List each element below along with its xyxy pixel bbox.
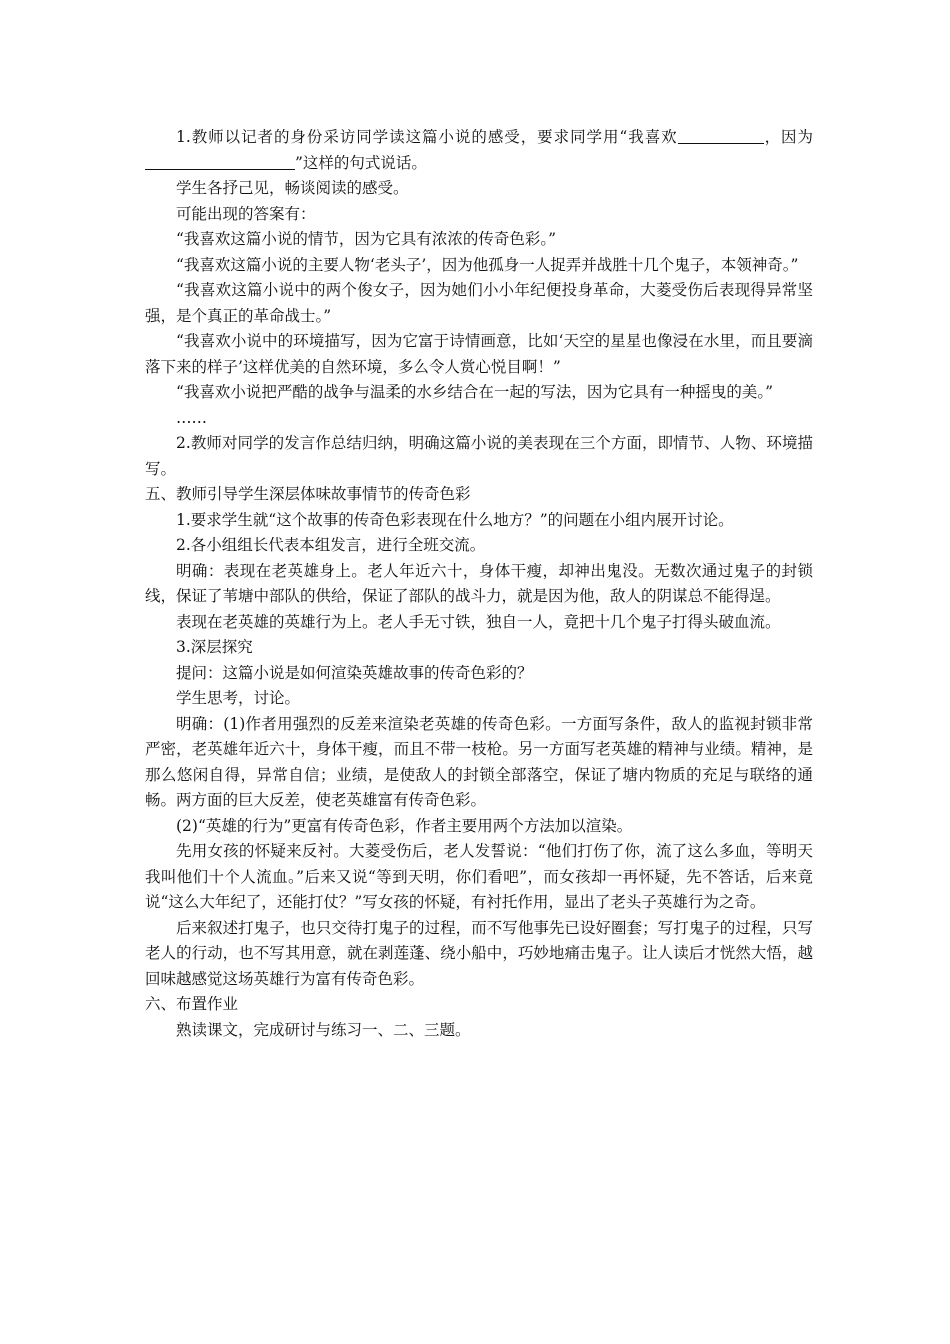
paragraph: 明确：(1)作者用强烈的反差来渲染老英雄的传奇色彩。一方面写条件，敌人的监视封锁非常严密，老英雄年近六十，身体干瘦，而且不带一枝枪。另一方面写老英雄的精神与业绩。精神，是那么悠闲自得，异常自信；业绩，是使敌人的封锁全部落空，保证了塘内物质的充足与联络的通畅。两方面的巨大反差，使老英雄富有传奇色彩。 (145, 714, 813, 809)
paragraph: 明确：表现在老英雄身上。老人年近六十，身体干瘦，却神出鬼没。无数次通过鬼子的封锁线，保证了苇塘中部队的供给，保证了部队的战斗力，就是因为他，敌人的阴谋总不能得逞。 (145, 561, 813, 605)
paragraph: 2.各小组组长代表本组发言，进行全班交流。 (176, 536, 486, 554)
paragraph: 表现在老英雄的英雄行为上。老人手无寸铁，独自一人，竟把十几个鬼子打得头破血流。 (176, 612, 781, 631)
paragraph: 1.要求学生就“这个故事的传奇色彩表现在什么地方？”的问题在小组内展开讨论。 (176, 510, 734, 529)
paragraph: (2)“英雄的行为”更富有传奇色彩，作者主要用两个方法加以渲染。 (176, 816, 633, 835)
ellipsis: …… (176, 408, 207, 427)
question-1-middle: ，因为 (763, 128, 813, 146)
document-page (145, 125, 813, 1043)
question-2: 2.教师对同学的发言作总结归纳，明确这篇小说的美表现在三个方面，即情节、人物、环境描写。 (145, 434, 813, 478)
answer-quote: “我喜欢这篇小说的情节，因为它具有浓浓的传奇色彩。” (176, 230, 557, 248)
paragraph: 学生思考，讨论。 (176, 689, 301, 707)
fill-blank-2 (145, 153, 295, 170)
paragraph: 提问：这篇小说是如何渲染英雄故事的传奇色彩的？ (176, 663, 533, 682)
answer-quote: “我喜欢小说把严酷的战争与温柔的水乡结合在一起的写法，因为它具有一种摇曳的美。” (176, 383, 774, 401)
question-1-suffix: ”这样的句式说话。 (295, 153, 427, 172)
paragraph: 后来叙述打鬼子，也只交待打鬼子的过程，而不写他事先已设好圈套；写打鬼子的过程，只写老人的行动，也不写其用意，就在剥莲蓬、绕小船中，巧妙地痛击鬼子。让人读后才恍然大悟，越回味越感觉这场英雄行为富有传奇色彩。 (145, 918, 813, 988)
answer-quote: “我喜欢小说中的环境描写，因为它富于诗情画意，比如‘天空的星星也像浸在水里，而且要滴落下来的样子’这样优美的自然环境，多么令人赏心悦目啊！” (145, 332, 813, 376)
question-1 (145, 125, 813, 176)
paragraph: 学生各抒己见，畅谈阅读的感受。 (176, 179, 409, 197)
section-heading-5: 五、教师引导学生深层体味故事情节的传奇色彩 (145, 485, 471, 503)
paragraph: 可能出现的答案有： (176, 204, 316, 223)
section-heading-6: 六、布置作业 (145, 995, 239, 1013)
paragraph: 熟读课文，完成研讨与练习一、二、三题。 (176, 1020, 471, 1039)
fill-blank-1 (678, 128, 764, 145)
answer-quote: “我喜欢这篇小说的主要人物‘老头子’，因为他孤身一人捉弄并战胜十几个鬼子，本领神奇。” (176, 255, 799, 274)
paragraph: 先用女孩的怀疑来反衬。大菱受伤后，老人发誓说：“他们打伤了你，流了这么多血，等明天我叫他们十个人流血。”后来又说“等到天明，你们看吧”，而女孩却一再怀疑，先不答话，后来竟说“这么大年纪了，还能打仗？”写女孩的怀疑，有衬托作用，显出了老头子英雄行为之奇。 (145, 842, 813, 911)
paragraph: 3.深层探究 (176, 638, 253, 656)
answer-quote: “我喜欢这篇小说中的两个俊女子，因为她们小小年纪便投身革命，大菱受伤后表现得异常坚强，是个真正的革命战士。” (145, 281, 813, 325)
question-1-prefix: 1.教师以记者的身份采访同学读这篇小说的感受，要求同学用“我喜欢 (176, 128, 678, 146)
